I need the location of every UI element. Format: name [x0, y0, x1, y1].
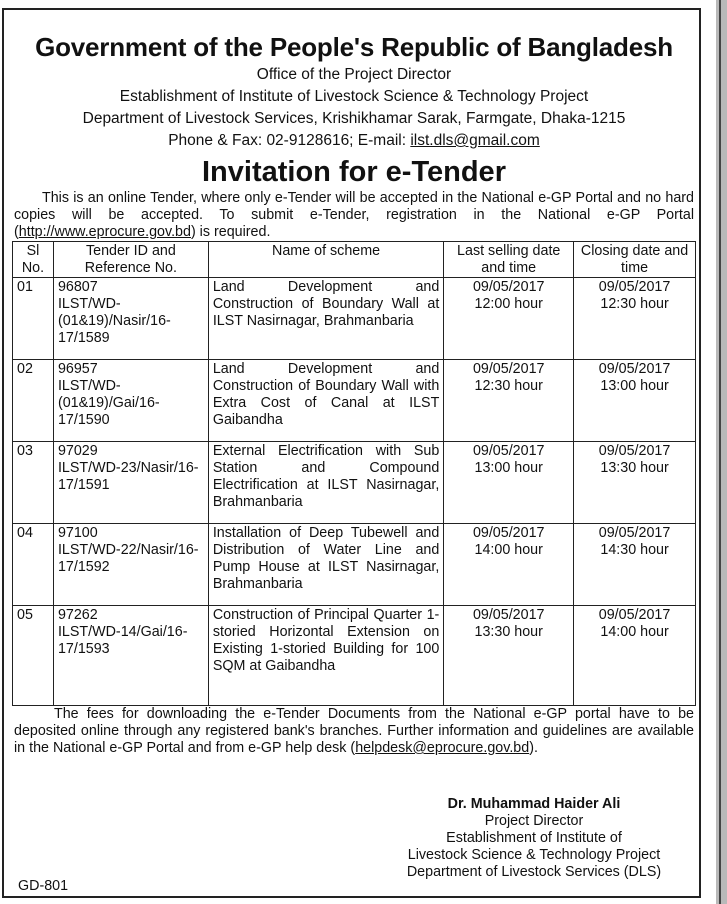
office-line: Office of the Project Director	[256, 66, 452, 83]
contact-email[interactable]: ilst.dls@gmail.com	[410, 132, 540, 149]
row-last-selling	[444, 524, 574, 606]
close-time: 14:30 hour	[600, 542, 669, 558]
helpdesk-email[interactable]: helpdesk@eprocure.gov.bd	[355, 740, 530, 756]
scan-edge-line	[719, 0, 721, 904]
close-time: 13:30 hour	[600, 460, 669, 476]
row-sl: 04	[13, 524, 54, 606]
row-scheme: Construction of Principal Quarter 1-storied Horizontal Extension on Existing 1-storied Building for 100 SQM at Gaibandha	[208, 606, 443, 706]
intro-paragraph	[14, 190, 694, 241]
header-closing: Closing date and time	[574, 242, 696, 278]
row-closing	[574, 524, 696, 606]
tender-id: 97029	[57, 443, 98, 459]
header-last-selling: Last selling date and time	[444, 242, 574, 278]
row-sl: 01	[13, 278, 54, 360]
fees-paragraph	[14, 706, 694, 757]
header-tender-id: Tender ID and Reference No.	[53, 242, 208, 278]
table-row	[13, 360, 696, 442]
sell-time: 13:30 hour	[474, 624, 543, 640]
intro-end: ) is required.	[190, 224, 271, 240]
phone-label: Phone & Fax: 02-9128616; E-mail:	[168, 132, 411, 149]
signatory-line2: Livestock Science & Technology Project	[407, 847, 661, 863]
reference-no: ILST/WD-22/Nasir/16-17/1592	[57, 542, 199, 575]
row-tender-id	[53, 360, 208, 442]
row-tender-id	[53, 442, 208, 524]
close-date: 09/05/2017	[598, 279, 671, 295]
address-line: Department of Livestock Services, Krishikhamar Sarak, Farmgate, Dhaka-1215	[82, 110, 626, 127]
sell-date: 09/05/2017	[472, 607, 545, 623]
row-last-selling	[444, 442, 574, 524]
scan-edge	[716, 0, 727, 904]
header-scheme: Name of scheme	[208, 242, 443, 278]
sell-date: 09/05/2017	[472, 525, 545, 541]
header-sl: Sl No.	[13, 242, 54, 278]
sell-time: 14:00 hour	[474, 542, 543, 558]
sell-time: 12:00 hour	[474, 296, 543, 312]
row-sl: 05	[13, 606, 54, 706]
close-date: 09/05/2017	[598, 443, 671, 459]
row-scheme: External Electrification with Sub Station and Compound Electrification at ILST Nasirnagar, Brahmanbaria	[208, 442, 443, 524]
signature-block	[394, 796, 674, 881]
fees-end: ).	[529, 740, 538, 756]
gd-code: GD-801	[18, 878, 69, 894]
government-title: Government of the People's Republic of Bangladesh	[35, 32, 673, 62]
row-tender-id	[53, 606, 208, 706]
notice-title: Invitation for e-Tender	[202, 156, 506, 188]
tender-table	[12, 241, 696, 706]
contact-line	[14, 130, 694, 152]
row-scheme: Land Development and Construction of Boundary Wall with Extra Cost of Canal at ILST Gaibandha	[208, 360, 443, 442]
project-line: Establishment of Institute of Livestock Science & Technology Project	[119, 88, 589, 105]
sell-time: 12:30 hour	[474, 378, 543, 394]
row-scheme: Installation of Deep Tubewell and Distribution of Water Line and Pump House at ILST Nasirnagar, Brahmanbaria	[208, 524, 443, 606]
notice-content	[14, 30, 694, 757]
row-sl: 03	[13, 442, 54, 524]
table-row	[13, 606, 696, 706]
table-row	[13, 278, 696, 360]
sell-date: 09/05/2017	[472, 361, 545, 377]
close-date: 09/05/2017	[598, 525, 671, 541]
tender-id: 97262	[57, 607, 98, 623]
row-sl: 02	[13, 360, 54, 442]
row-last-selling	[444, 278, 574, 360]
close-date: 09/05/2017	[598, 361, 671, 377]
reference-no: ILST/WD-14/Gai/16-17/1593	[57, 624, 188, 657]
row-tender-id	[53, 278, 208, 360]
table-row	[13, 524, 696, 606]
row-closing	[574, 442, 696, 524]
portal-link[interactable]: http://www.eprocure.gov.bd	[18, 224, 191, 240]
row-last-selling	[444, 606, 574, 706]
close-time: 13:00 hour	[600, 378, 669, 394]
tender-id: 96807	[57, 279, 98, 295]
intro-text: This is an online Tender, where only e-Tender will be accepted in the National e-GP Portal and no hard copies will be accepted. To submit e-Tender, registration in the National e-GP Portal (	[14, 190, 694, 240]
table-header-row	[13, 242, 696, 278]
close-date: 09/05/2017	[598, 607, 671, 623]
reference-no: ILST/WD-23/Nasir/16-17/1591	[57, 460, 199, 493]
row-closing	[574, 606, 696, 706]
close-time: 12:30 hour	[600, 296, 669, 312]
reference-no: ILST/WD-(01&19)/Nasir/16-17/1589	[57, 296, 171, 346]
close-time: 14:00 hour	[600, 624, 669, 640]
table-row	[13, 442, 696, 524]
signatory-line3: Department of Livestock Services (DLS)	[406, 864, 662, 880]
signatory-name: Dr. Muhammad Haider Ali	[447, 796, 621, 812]
signatory-designation: Project Director	[484, 813, 584, 829]
fees-text: The fees for downloading the e-Tender Documents from the National e-GP portal have to be deposited online through any registered bank's branches. Further information and guidelines are available in the National e-GP Portal and from e-GP help desk (	[14, 706, 694, 756]
row-closing	[574, 278, 696, 360]
tender-id: 96957	[57, 361, 98, 377]
row-closing	[574, 360, 696, 442]
tender-id: 97100	[57, 525, 98, 541]
sell-date: 09/05/2017	[472, 443, 545, 459]
sell-time: 13:00 hour	[474, 460, 543, 476]
sell-date: 09/05/2017	[472, 279, 545, 295]
row-tender-id	[53, 524, 208, 606]
row-scheme: Land Development and Construction of Boundary Wall at ILST Nasirnagar, Brahmanbaria	[208, 278, 443, 360]
reference-no: ILST/WD-(01&19)/Gai/16-17/1590	[57, 378, 160, 428]
signatory-line1: Establishment of Institute of	[446, 830, 622, 846]
row-last-selling	[444, 360, 574, 442]
